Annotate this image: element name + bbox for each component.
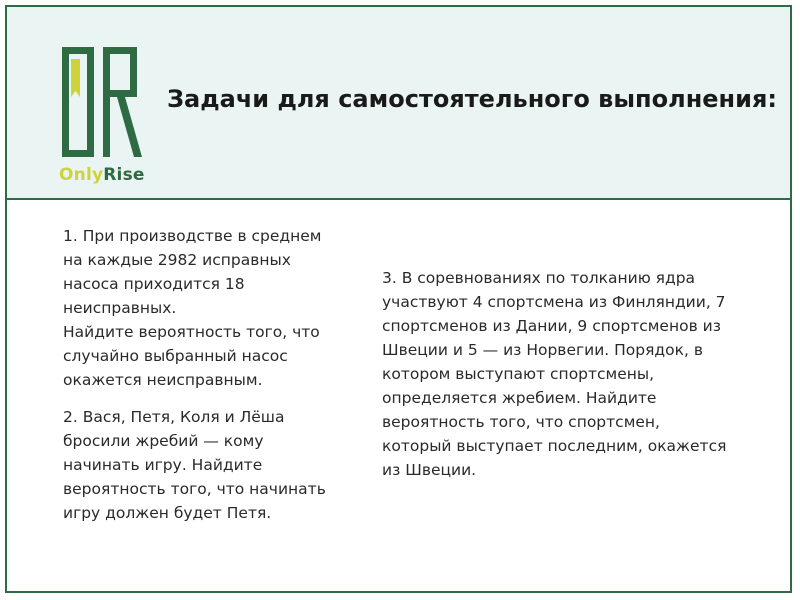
header-band bbox=[7, 7, 790, 200]
brand-name: OnlyRise bbox=[59, 165, 145, 185]
task-line: участвуют 4 спортсмена из Финляндии, 7 bbox=[382, 293, 726, 311]
task-line: насоса приходится 18 bbox=[63, 275, 245, 293]
task-line: вероятность того, что спортсмен, bbox=[382, 413, 660, 431]
task-line: случайно выбранный насос bbox=[63, 347, 288, 365]
task-line: Швеции и 5 — из Норвегии. Порядок, в bbox=[382, 341, 703, 359]
task-2 bbox=[63, 405, 363, 525]
task-line: вероятность того, что начинать bbox=[63, 480, 326, 498]
task-line: игру должен будет Петя. bbox=[63, 504, 272, 522]
task-line: который выступает последним, окажется bbox=[382, 437, 727, 455]
task-line: на каждые 2982 исправных bbox=[63, 251, 291, 269]
task-line: 2. Вася, Петя, Коля и Лёша bbox=[63, 408, 285, 426]
task-line: начинать игру. Найдите bbox=[63, 456, 263, 474]
task-3 bbox=[382, 266, 772, 482]
task-line: 1. При производстве в среднем bbox=[63, 227, 322, 245]
task-line: котором выступают спортсмены, bbox=[382, 365, 655, 383]
slide bbox=[5, 5, 792, 593]
task-line: из Швеции. bbox=[382, 461, 477, 479]
task-line: бросили жребий — кому bbox=[63, 432, 264, 450]
task-1 bbox=[63, 224, 363, 392]
task-line: окажется неисправным. bbox=[63, 371, 263, 389]
task-line: спортсменов из Дании, 9 спортсменов из bbox=[382, 317, 721, 335]
task-line: неисправных. bbox=[63, 299, 177, 317]
task-line: определяется жребием. Найдите bbox=[382, 389, 657, 407]
page-title: Задачи для самостоятельного выполнения: bbox=[167, 85, 777, 113]
task-line: 3. В соревнованиях по толканию ядра bbox=[382, 269, 696, 287]
task-line: Найдите вероятность того, что bbox=[63, 323, 320, 341]
